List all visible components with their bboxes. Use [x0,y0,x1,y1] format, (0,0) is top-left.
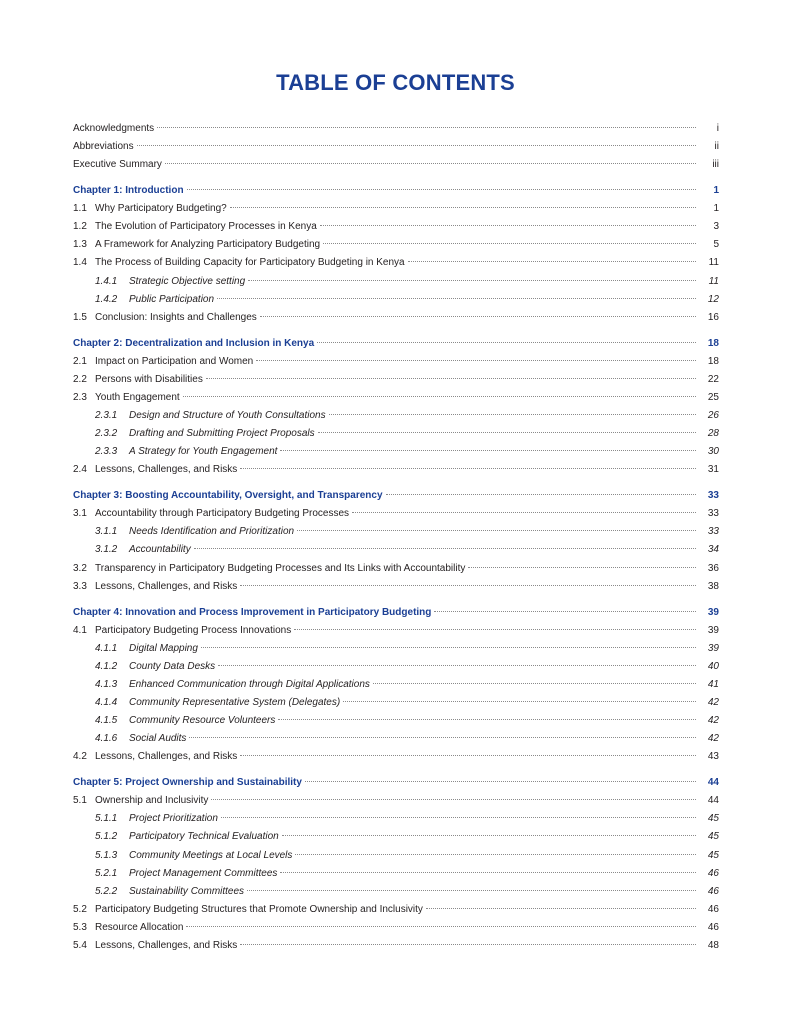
page-number: 42 [707,697,719,708]
entry-number: 1.5 [73,311,87,323]
page-number: 25 [707,391,719,403]
dot-leader [317,342,696,343]
page-number: 38 [707,580,719,592]
page-number: 39 [707,606,719,618]
entry-number: 5.1.3 [95,849,118,861]
entry-label: Participatory Technical Evaluation [129,831,279,843]
entry-number: 4.1.2 [95,660,118,672]
page-number: 42 [707,715,719,727]
section-gap [73,174,719,182]
page-number: 22 [707,373,719,385]
entry-number: 3.1 [73,508,87,520]
entry-number: 2.3.3 [95,446,118,458]
dot-leader [297,530,696,531]
page-number: 44 [707,795,719,807]
dot-leader [343,701,696,702]
entry-label: Needs Identification and Prioritization [129,526,295,538]
page-number: 3 [713,221,719,233]
toc-section-entry[interactable] [73,578,719,596]
page-number: 26 [707,410,719,421]
page-number: 46 [707,903,719,915]
toc-subsection-entry[interactable] [73,640,719,658]
page-number: 5 [713,239,719,251]
entry-number: 1.2 [73,221,87,233]
entry-label: Chapter 5: Project Ownership and Sustainability [73,777,302,789]
page-number: 33 [707,508,719,520]
toc-section-entry[interactable] [73,622,719,640]
page-number: 11 [708,275,719,287]
entry-label: Community Representative System (Delegates) [129,697,341,708]
page-number: 48 [707,940,719,952]
entry-label: Youth Engagement [95,391,180,403]
dot-leader [305,781,696,782]
dot-leader [247,890,696,891]
entry-label: Drafting and Submitting Project Proposals [129,428,315,440]
toc-section-entry[interactable] [73,461,719,479]
dot-leader [137,145,696,146]
table-of-contents [73,120,719,955]
dot-leader [468,567,696,568]
entry-number: 2.3.1 [95,410,118,421]
dot-leader [187,189,696,190]
dot-leader [278,719,696,720]
page-number: 45 [707,849,719,861]
entry-number: 2.2 [73,373,87,385]
toc-section-entry[interactable] [73,371,719,389]
entry-number: 1.4.2 [95,293,118,305]
entry-number: 4.2 [73,751,87,763]
entry-label: Participatory Budgeting Structures that Promote Ownership and Inclusivity [95,903,423,915]
dot-leader [426,908,696,909]
entry-label: Participatory Budgeting Process Innovations [95,624,292,636]
toc-subsection-entry[interactable] [73,425,719,443]
page-number: 45 [707,831,719,843]
entry-number: 5.4 [73,940,87,952]
entry-number: 4.1.4 [95,697,118,708]
dot-leader [323,243,696,244]
page-number: 28 [707,428,719,440]
entry-label: Public Participation [129,293,215,305]
entry-label: Chapter 4: Innovation and Process Improvement in Participatory Budgeting [73,606,432,618]
toc-section-entry[interactable] [73,309,719,327]
page-number: 39 [707,624,719,636]
toc-subsection-entry[interactable] [73,658,719,676]
entry-number: 4.1 [73,624,87,636]
entry-label: Chapter 2: Decentralization and Inclusion in Kenya [73,337,315,349]
page-number: 44 [707,777,719,789]
toc-subsection-entry[interactable] [73,694,719,712]
page-number: 46 [707,885,719,897]
front-matter-entry[interactable] [73,138,719,156]
page-number: 43 [707,751,719,763]
toc-subsection-entry[interactable] [73,541,719,559]
toc-subsection-entry[interactable] [73,883,719,901]
section-gap [73,479,719,487]
dot-leader [183,396,696,397]
page-number: 46 [707,867,719,879]
entry-number: 2.3.2 [95,428,118,440]
page-number: 41 [707,678,719,690]
entry-number: 5.2.2 [95,885,118,897]
page-number: 33 [707,526,719,538]
dot-leader [240,755,696,756]
entry-label: Executive Summary [73,159,162,171]
entry-label: Conclusion: Insights and Challenges [95,311,257,323]
dot-leader [189,737,696,738]
entry-label: Lessons, Challenges, and Risks [95,464,238,476]
entry-number: 4.1.1 [95,642,118,654]
entry-label: Chapter 3: Boosting Accountability, Oversight, and Transparency [73,490,383,502]
entry-label: Social Audits [129,733,187,745]
page-number: iii [712,159,719,171]
entry-label: Digital Mapping [129,642,198,654]
toc-subsection-entry[interactable] [73,291,719,309]
entry-number: 1.3 [73,239,87,251]
entry-label: A Framework for Analyzing Participatory Budgeting [95,239,321,251]
entry-label: Acknowledgments [73,123,155,134]
entry-number: 5.2.1 [95,867,118,879]
entry-number: 5.3 [73,921,87,933]
entry-label: Accountability [129,544,191,556]
entry-number: 4.1.3 [95,678,118,690]
toc-section-entry[interactable] [73,218,719,236]
toc-section-entry[interactable] [73,254,719,272]
toc-section-entry[interactable] [73,353,719,371]
dot-leader [248,280,696,281]
entry-number: 4.1.6 [95,733,118,745]
dot-leader [186,926,696,927]
page-number: 18 [707,337,719,349]
entry-label: County Data Desks [129,660,216,672]
dot-leader [240,468,696,469]
entry-number: 1.1 [73,203,87,215]
entry-label: Community Meetings at Local Levels [129,849,293,861]
section-gap [73,596,719,604]
dot-leader [218,665,696,666]
entry-number: 1.4.1 [95,275,118,287]
page-number: 45 [707,813,719,825]
page-title: TABLE OF CONTENTS [276,70,515,95]
page-number: 11 [708,257,719,269]
entry-label: The Evolution of Participatory Processes in Kenya [95,221,317,233]
toc-subsection-entry[interactable] [73,407,719,425]
page-number: 46 [707,921,719,933]
entry-label: Strategic Objective setting [129,275,246,287]
dot-leader [211,799,696,800]
page-number: 1 [713,203,719,215]
entry-label: Sustainability Committees [129,885,245,897]
entry-label: A Strategy for Youth Engagement [129,446,278,458]
dot-leader [157,127,696,128]
dot-leader [352,512,696,513]
dot-leader [280,450,696,451]
dot-leader [165,163,696,164]
toc-subsection-entry[interactable] [73,712,719,730]
entry-label: Lessons, Challenges, and Risks [95,580,238,592]
entry-label: Community Resource Volunteers [129,715,276,727]
entry-number: 1.4 [73,257,87,269]
dot-leader [320,225,696,226]
entry-label: Accountability through Participatory Budgeting Processes [95,508,350,520]
toc-subsection-entry[interactable] [73,810,719,828]
toc-subsection-entry[interactable] [73,730,719,748]
page-number: 31 [707,464,719,476]
toc-section-entry[interactable] [73,200,719,218]
entry-label: Project Management Committees [129,867,278,879]
toc-subsection-entry[interactable] [73,523,719,541]
entry-label: Chapter 1: Introduction [73,185,184,197]
page-number: ii [714,141,719,153]
page-number: 33 [707,490,719,502]
dot-leader [260,316,696,317]
toc-subsection-entry[interactable] [73,443,719,461]
entry-label: Ownership and Inclusivity [95,795,209,807]
toc-section-entry[interactable] [73,505,719,523]
page-number: 36 [707,562,719,574]
entry-label: Resource Allocation [95,921,184,933]
dot-leader [240,585,696,586]
chapter-heading[interactable] [73,335,719,353]
dot-leader [230,207,696,208]
entry-label: Project Prioritization [129,813,218,825]
dot-leader [329,414,696,415]
entry-number: 3.3 [73,580,87,592]
dot-leader [386,494,696,495]
dot-leader [280,872,696,873]
page-number: 34 [707,544,719,556]
page-number: 30 [707,446,719,458]
entry-number: 5.1 [73,795,87,807]
dot-leader [217,298,696,299]
entry-number: 2.4 [73,464,87,476]
dot-leader [282,835,696,836]
toc-section-entry[interactable] [73,748,719,766]
page-number: 42 [707,733,719,745]
entry-label: The Process of Building Capacity for Participatory Budgeting in Kenya [95,257,405,269]
entry-label: Transparency in Participatory Budgeting Processes and Its Links with Accountability [95,562,466,574]
toc-subsection-entry[interactable] [73,676,719,694]
dot-leader [318,432,696,433]
entry-label: Abbreviations [73,141,134,153]
entry-label: Enhanced Communication through Digital Applications [129,678,370,690]
chapter-heading[interactable] [73,487,719,505]
page-number: 1 [713,185,719,197]
entry-number: 3.2 [73,562,87,574]
entry-label: Design and Structure of Youth Consultations [129,410,326,421]
page-number: 18 [707,355,719,367]
dot-leader [256,360,696,361]
toc-section-entry[interactable] [73,937,719,955]
entry-number: 2.1 [73,355,87,367]
entry-label: Lessons, Challenges, and Risks [95,940,238,952]
page-number: 16 [707,311,719,323]
entry-number: 5.2 [73,903,87,915]
entry-number: 3.1.2 [95,544,118,556]
dot-leader [194,548,696,549]
toc-section-entry[interactable] [73,236,719,254]
dot-leader [294,629,696,630]
dot-leader [206,378,696,379]
toc-section-entry[interactable] [73,792,719,810]
entry-number: 2.3 [73,391,87,403]
dot-leader [295,854,696,855]
toc-subsection-entry[interactable] [73,273,719,291]
chapter-heading[interactable] [73,774,719,792]
dot-leader [221,817,696,818]
entry-label: Persons with Disabilities [95,373,203,385]
entry-number: 5.1.1 [95,813,118,825]
toc-section-entry[interactable] [73,389,719,407]
entry-number: 5.1.2 [95,831,118,843]
entry-number: 4.1.5 [95,715,118,727]
toc-subsection-entry[interactable] [73,847,719,865]
dot-leader [373,683,696,684]
dot-leader [201,647,696,648]
entry-number: 3.1.1 [95,526,118,538]
section-gap [73,766,719,774]
toc-subsection-entry[interactable] [73,865,719,883]
chapter-heading[interactable] [73,182,719,200]
dot-leader [434,611,696,612]
chapter-heading[interactable] [73,604,719,622]
section-gap [73,327,719,335]
dot-leader [408,261,696,262]
entry-label: Why Participatory Budgeting? [95,203,227,215]
front-matter-entry[interactable] [73,156,719,174]
toc-section-entry[interactable] [73,560,719,578]
toc-subsection-entry[interactable] [73,828,719,846]
page-number: 40 [707,660,719,672]
front-matter-entry[interactable] [73,120,719,138]
entry-label: Lessons, Challenges, and Risks [95,751,238,763]
toc-section-entry[interactable] [73,901,719,919]
toc-section-entry[interactable] [73,919,719,937]
page-number: i [716,123,719,134]
dot-leader [240,944,696,945]
page-number: 12 [707,293,719,305]
page-number: 39 [707,642,719,654]
entry-label: Impact on Participation and Women [95,355,254,367]
